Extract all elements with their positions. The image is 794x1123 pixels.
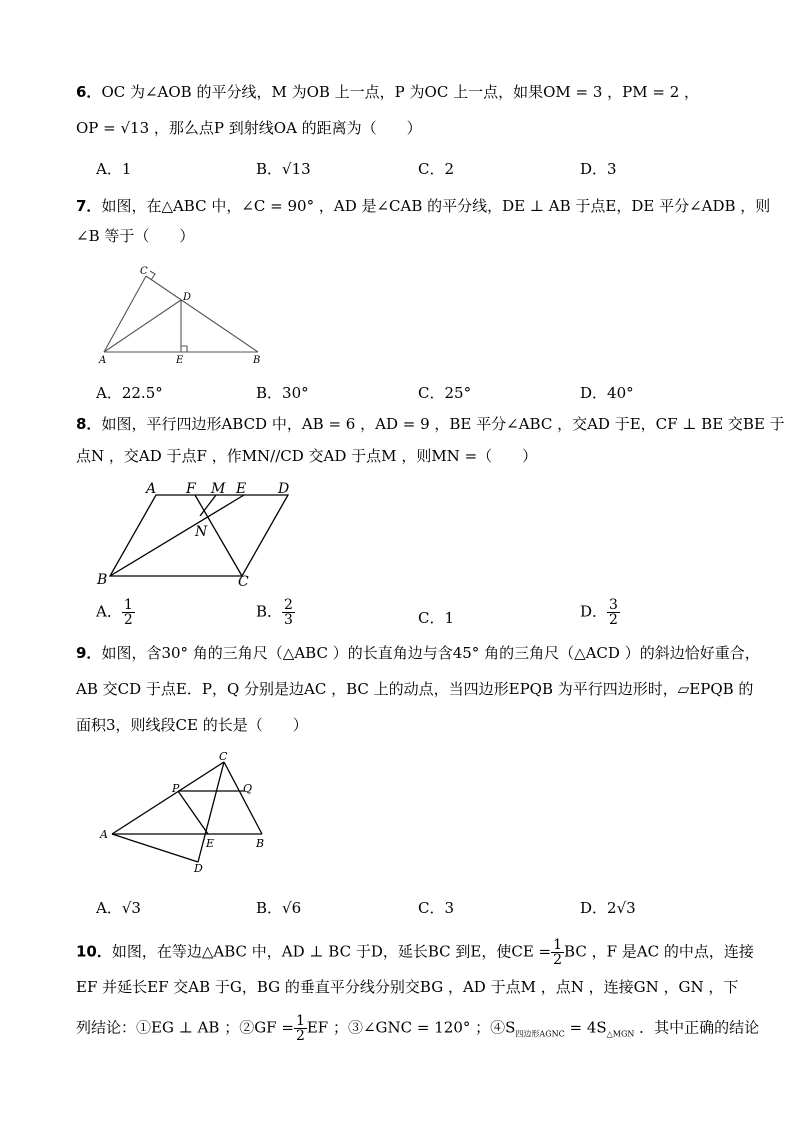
- q10-line3: [76, 1014, 759, 1046]
- q10-fraction-1: $\frac{1}{2}$: [553, 937, 563, 968]
- q7-label-d: D: [183, 292, 192, 303]
- q9-label-p: P: [172, 782, 180, 795]
- q8-figure: [92, 476, 308, 588]
- q8-option-d-fraction: $\frac{3}{2}$: [609, 597, 618, 628]
- q9-line2: AB 交CD 于点E．P，Q 分别是边AC ，BC 上的动点，当四边形EPQB 为平行四边形时，▱EPQB 的: [76, 680, 754, 698]
- q7-label-b: B: [253, 355, 261, 366]
- q8-text-1: 如图，平行四边形ABCD 中，AB = 6 ，AD = 9 ，BE 平分∠ABC ，交AD 于E，CF ⊥ BE 交BE 于: [101, 415, 785, 433]
- q10-text-3c: = 4S: [564, 1018, 607, 1037]
- q7-option-c[interactable]: C．25°: [418, 384, 472, 402]
- q9-number: 9．: [76, 644, 102, 662]
- q8-label-c: C: [238, 574, 249, 588]
- q6-option-b[interactable]: B．√13: [256, 160, 311, 178]
- q9-figure: [96, 752, 274, 876]
- q8-option-a-letter: A．: [96, 602, 122, 621]
- q6-line1: [76, 81, 699, 103]
- q10-fraction-2: $\frac{1}{2}$: [295, 1013, 305, 1044]
- q8-label-d: D: [278, 481, 290, 497]
- q8-number: 8．: [76, 415, 102, 433]
- q8-option-b-fraction: $\frac{2}{3}$: [284, 597, 293, 628]
- q9-label-q: Q: [243, 782, 253, 795]
- q8-option-d[interactable]: [580, 598, 620, 627]
- q6-option-a[interactable]: A．1: [96, 160, 132, 178]
- q7-option-b[interactable]: B．30°: [256, 384, 309, 402]
- q10-line1: [76, 938, 754, 967]
- q6-option-c[interactable]: C．2: [418, 160, 455, 178]
- q8-label-n: N: [195, 524, 208, 540]
- q7-line2: ∠B 等于（ ）: [76, 227, 195, 245]
- q6-option-d[interactable]: D．3: [580, 160, 617, 178]
- q8-option-d-letter: D．: [580, 602, 608, 621]
- q9-label-c: C: [219, 752, 228, 763]
- q8-line2: 点N ，交AD 于点F ，作MN//CD 交AD 于点M ，则MN =（ ）: [76, 447, 538, 465]
- q9-label-e: E: [206, 837, 215, 850]
- q7-option-d[interactable]: D．40°: [580, 384, 634, 402]
- q7-option-a[interactable]: A．22.5°: [96, 384, 163, 402]
- q8-label-e: E: [236, 481, 247, 497]
- q9-line1: [76, 642, 760, 664]
- q8-label-m: M: [211, 481, 226, 497]
- q9-option-b[interactable]: B．√6: [256, 899, 302, 917]
- q6-text-1: OC 为∠AOB 的平分线，M 为OB 上一点，P 为OC 上一点，如果OM = 3 ，PM = 2 ，: [101, 83, 700, 101]
- q7-label-c: C: [140, 266, 148, 277]
- q9-option-d[interactable]: D．2√3: [580, 899, 636, 917]
- q10-text-3d: ．其中正确的结论: [634, 1018, 760, 1037]
- q9-line3: 面积3，则线段CE 的长是（ ）: [76, 716, 308, 734]
- q7-number: 7．: [76, 197, 102, 215]
- q9-label-b: B: [256, 837, 265, 850]
- q10-text-1a: 如图，在等边△ABC 中，AD ⊥ BC 于D，延长BC 到E，使CE =: [111, 942, 552, 961]
- q8-label-f: F: [186, 481, 196, 497]
- q7-figure: [94, 262, 270, 366]
- q9-text-1: 如图，含30° 角的三角尺（△ABC ）的长直角边与含45° 角的三角尺（△ACD ）的斜边恰好重合，: [101, 644, 760, 662]
- q7-label-a: A: [99, 355, 107, 366]
- q7-label-e: E: [176, 355, 184, 366]
- q6-line2: OP = √13 ，那么点P 到射线OA 的距离为（ ）: [76, 119, 422, 137]
- q8-label-b: B: [97, 572, 108, 588]
- q8-option-a[interactable]: [96, 598, 135, 627]
- q8-line1: [76, 413, 785, 435]
- q8-option-b[interactable]: [256, 598, 295, 627]
- q9-option-c[interactable]: C．3: [418, 899, 455, 917]
- q8-option-c[interactable]: C．1: [418, 609, 455, 627]
- q9-label-d: D: [194, 862, 203, 875]
- q9-label-a: A: [100, 828, 108, 841]
- q10-text-3a: 列结论：①EG ⊥ AB ；②GF =: [76, 1018, 294, 1037]
- q8-label-a: A: [146, 481, 157, 497]
- q10-line2: EF 并延长EF 交AB 于G，BG 的垂直平分线分别交BG ，AD 于点M ，点N ，连接GN ，GN ，下: [76, 978, 739, 996]
- q10-number: 10．: [76, 942, 112, 961]
- q10-sub-1: 四边形AGNC: [515, 1029, 565, 1039]
- q7-text-1: 如图，在△ABC 中，∠C = 90° ，AD 是∠CAB 的平分线，DE ⊥ AB 于点E，DE 平分∠ADB ，则: [101, 197, 771, 215]
- q8-option-b-letter: B．: [256, 602, 283, 621]
- q10-text-3b: EF ；③∠GNC = 120° ；④S: [306, 1018, 516, 1037]
- q8-option-a-fraction: $\frac{1}{2}$: [123, 597, 133, 628]
- q7-line1: [76, 195, 770, 217]
- q6-number: 6．: [76, 83, 102, 101]
- q10-text-1b: BC ，F 是AC 的中点，连接: [564, 942, 754, 961]
- q10-sub-2: △MGN: [606, 1029, 635, 1039]
- q9-option-a[interactable]: A．√3: [96, 899, 141, 917]
